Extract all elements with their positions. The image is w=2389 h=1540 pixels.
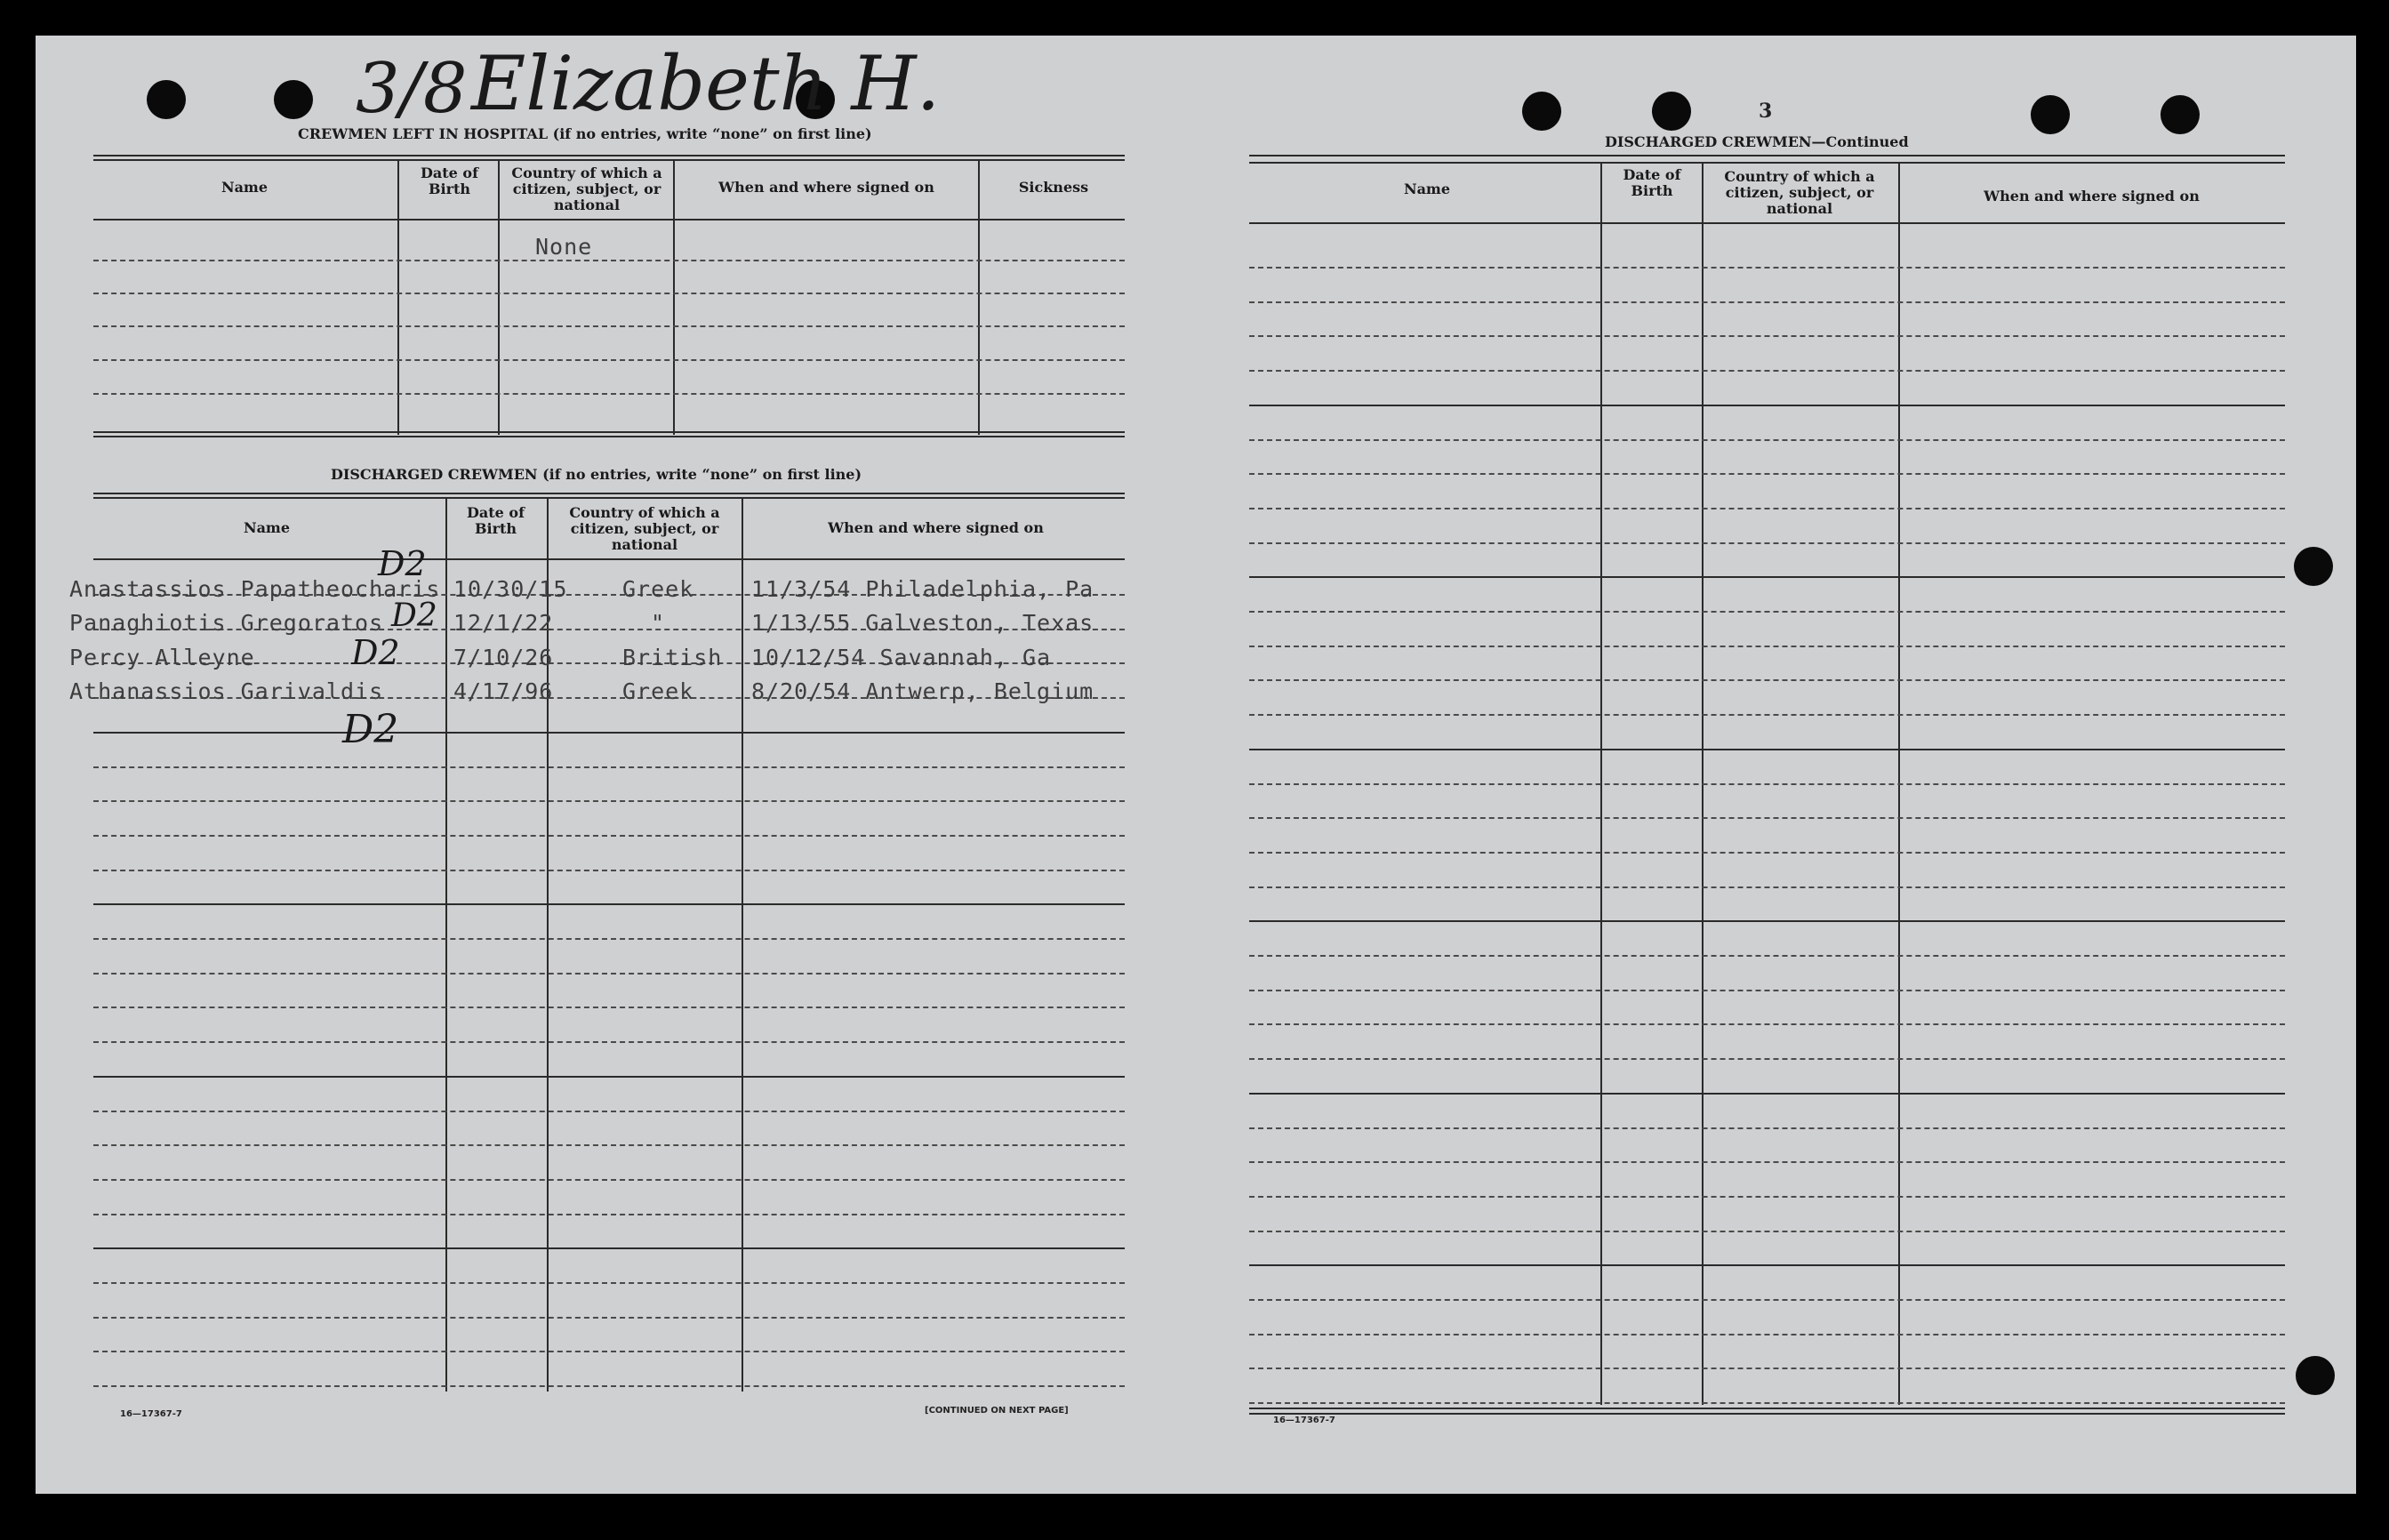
ruled-line — [93, 1385, 1125, 1387]
ruled-line — [1249, 886, 2285, 888]
ruled-line — [1249, 783, 2285, 785]
ruled-line — [1249, 1196, 2285, 1198]
ruled-line — [1249, 1334, 2285, 1335]
row-signed: 1/13/55 Galveston, Texas — [751, 610, 1094, 636]
ruled-line — [1249, 335, 2285, 337]
ruled-line — [1249, 1093, 2285, 1095]
hospital-col-signed: When and where signed on — [718, 179, 934, 196]
row-country: Greek — [622, 678, 694, 704]
continued-col-name: Name — [1403, 180, 1451, 197]
ruled-line — [1249, 955, 2285, 957]
ruled-line — [1249, 1299, 2285, 1301]
continued-note: [CONTINUED ON NEXT PAGE] — [925, 1406, 1069, 1416]
ruled-line — [93, 1247, 1125, 1249]
hospital-section-title: CREWMEN LEFT IN HOSPITAL (if no entries, write “none” on first line) — [298, 125, 872, 142]
punch-hole — [2031, 95, 2070, 134]
discharged-col-dob: Date of Birth — [467, 504, 525, 537]
ruled-line — [93, 800, 1125, 802]
continued-col-signed: When and where signed on — [1984, 188, 2200, 205]
ruled-line — [1249, 267, 2285, 269]
ruled-line — [1249, 611, 2285, 613]
row-dob: 4/17/96 — [453, 678, 554, 704]
ruled-line — [1249, 473, 2285, 475]
ruled-line — [1249, 852, 2285, 854]
ruled-line — [1249, 1264, 2285, 1266]
ruled-line — [1249, 817, 2285, 819]
ruled-line — [1249, 920, 2285, 922]
ruled-line — [93, 1041, 1125, 1043]
row-signed: 10/12/54 Savannah, Ga — [751, 645, 1052, 670]
ruled-line — [1249, 576, 2285, 578]
hospital-none-entry: None — [535, 234, 593, 260]
ruled-line — [93, 732, 1125, 734]
handwritten-mark: D2 — [378, 544, 427, 583]
hospital-col-sickness: Sickness — [1018, 179, 1089, 196]
ruled-line — [1249, 1368, 2285, 1369]
row-country: Greek — [622, 576, 694, 602]
ruled-line — [93, 973, 1125, 975]
ruled-line — [93, 1179, 1125, 1181]
continued-col-country: Country of which a citizen, subject, or national — [1724, 168, 1875, 217]
ruled-line — [93, 1007, 1125, 1008]
continued-col-dob: Date of Birth — [1623, 166, 1681, 199]
ruled-line — [1249, 1058, 2285, 1060]
punch-hole — [274, 80, 313, 119]
ruled-line — [1249, 1231, 2285, 1232]
ruled-line — [93, 1214, 1125, 1215]
row-dob: 12/1/22 — [453, 610, 554, 636]
ruled-line — [93, 835, 1125, 837]
row-country: " — [651, 610, 666, 636]
punch-hole — [147, 80, 186, 119]
ruled-line — [93, 938, 1125, 940]
ruled-line — [1249, 542, 2285, 544]
document-sheet — [36, 36, 2356, 1494]
ruled-line — [1249, 301, 2285, 303]
handwritten-mark: D2 — [351, 633, 400, 672]
ruled-line — [1249, 405, 2285, 406]
ruled-line — [1249, 749, 2285, 750]
ruled-line — [93, 766, 1125, 768]
punch-hole — [2294, 547, 2333, 586]
punch-hole — [1522, 92, 1561, 131]
row-signed: 11/3/54 Philadelphia, Pa — [751, 576, 1094, 602]
handwritten-vessel-name: Elizabeth H. — [471, 40, 941, 127]
punch-hole — [1652, 92, 1691, 131]
ruled-line — [1249, 679, 2285, 681]
ruled-line — [93, 1351, 1125, 1352]
ruled-line — [1249, 1023, 2285, 1025]
ruled-line — [93, 1282, 1125, 1284]
row-name: Percy Alleyne — [69, 645, 255, 670]
handwritten-date: 3/8 — [356, 49, 468, 129]
hospital-col-name: Name — [220, 179, 269, 196]
discharged-col-country: Country of which a citizen, subject, or national — [569, 504, 720, 553]
hospital-col-dob: Date of Birth — [421, 164, 478, 197]
ruled-line — [93, 870, 1125, 871]
discharged-col-name: Name — [243, 519, 291, 536]
ruled-line — [1249, 646, 2285, 647]
continued-section-title: DISCHARGED CREWMEN—Continued — [1605, 133, 1909, 150]
discharged-section-title: DISCHARGED CREWMEN (if no entries, write “none” on first line) — [331, 466, 862, 483]
punch-hole — [2161, 95, 2200, 134]
row-signed: 8/20/54 Antwerp, Belgium — [751, 678, 1094, 704]
row-dob: 10/30/15 — [453, 576, 568, 602]
ruled-line — [93, 1111, 1125, 1112]
form-number-left: 16—17367-7 — [120, 1409, 182, 1419]
row-dob: 7/10/26 — [453, 645, 554, 670]
punch-hole — [2296, 1356, 2335, 1395]
row-country: British — [622, 645, 723, 670]
ruled-line — [1249, 1402, 2285, 1404]
ruled-line — [93, 903, 1125, 905]
ruled-line — [1249, 1127, 2285, 1129]
ruled-line — [93, 1076, 1125, 1078]
handwritten-mark: D2 — [391, 598, 437, 634]
ruled-line — [93, 1317, 1125, 1319]
row-name: Anastassios Papatheocharis — [69, 576, 441, 602]
handwritten-mark: D2 — [342, 707, 399, 752]
row-name: Athanassios Garivaldis — [69, 678, 384, 704]
ruled-line — [1249, 990, 2285, 991]
ruled-line — [1249, 508, 2285, 509]
hospital-col-country: Country of which a citizen, subject, or national — [511, 164, 662, 213]
discharged-col-signed: When and where signed on — [828, 519, 1044, 536]
row-name: Panaghiotis Gregoratos — [69, 610, 384, 636]
ruled-line — [1249, 370, 2285, 372]
ruled-line — [1249, 1161, 2285, 1163]
form-number-right: 16—17367-7 — [1273, 1416, 1335, 1425]
ruled-line — [1249, 439, 2285, 441]
page-number: 3 — [1759, 100, 1773, 123]
ruled-line — [1249, 714, 2285, 716]
ruled-line — [93, 1144, 1125, 1146]
